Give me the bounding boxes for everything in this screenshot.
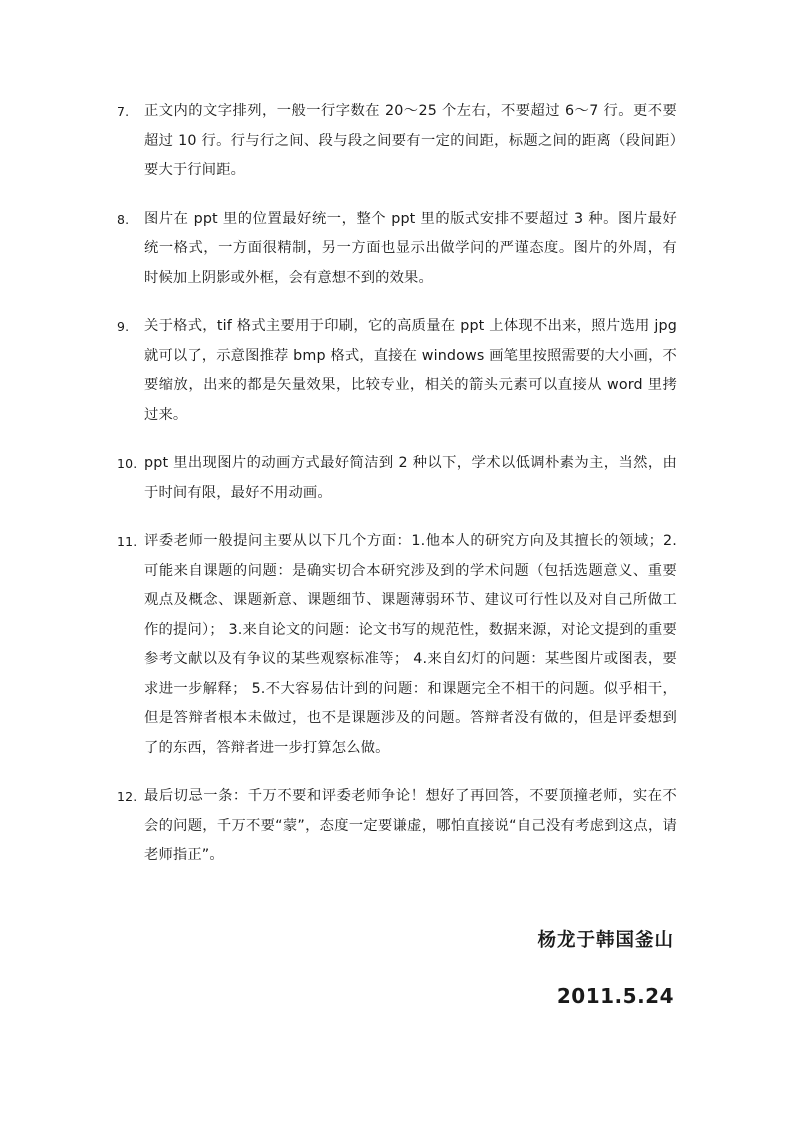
- list-item: [117, 527, 677, 763]
- item-text: 正文内的文字排列，一般一行字数在 20～25 个左右，不要超过 6～7 行。更不要超过 10 行。行与行之间、段与段之间要有一定的间距，标题之间的距离（段间距）要大于行间距。: [144, 103, 677, 178]
- list-item: [117, 449, 677, 508]
- list-item: [117, 97, 677, 186]
- item-text: 最后切忌一条：千万不要和评委老师争论！想好了再回答，不要顶撞老师，实在不会的问题，千万不要“蒙”，态度一定要谦虚，哪怕直接说“自己没有考虑到这点，请老师指正”。: [144, 788, 677, 863]
- item-number: 9.: [117, 319, 130, 334]
- document-date: 2011.5.24: [556, 984, 674, 1008]
- item-text: ppt 里出现图片的动画方式最好简洁到 2 种以下，学术以低调朴素为主，当然，由于时间有限，最好不用动画。: [144, 455, 677, 501]
- list-item: [117, 782, 677, 871]
- item-number: 11.: [117, 534, 138, 549]
- item-number: 12.: [117, 789, 138, 804]
- author-signature: 杨龙于韩国釜山: [537, 930, 674, 951]
- list-item: [117, 205, 677, 294]
- item-number: 10.: [117, 456, 138, 471]
- item-text: 关于格式，tif 格式主要用于印刷，它的高质量在 ppt 上体现不出来，照片选用 jpg 就可以了，示意图推荐 bmp 格式，直接在 windows 画笔里按照需要的大小画，不要缩放，出来的都是矢量效果，比较专业，相关的箭头元素可以直接从 word 里拷过来。: [144, 318, 678, 423]
- item-number: 7.: [117, 104, 130, 119]
- list-item: [117, 312, 677, 430]
- item-number: 8.: [117, 211, 130, 227]
- item-text: 评委老师一般提问主要从以下几个方面：1.他本人的研究方向及其擅长的领域；2.可能来自课题的问题：是确实切合本研究涉及到的学术问题（包括选题意义、重要观点及概念、课题新意、课题细节、课题薄弱环节、建议可行性以及对自己所做工作的提问）； 3.来自论文的问题：论文书写的规范性，数据来源，对论文提到的重要参考文献以及有争议的某些观察标准等； 4.来自幻灯的问题：某些图片或图表，要求进一步解释； 5.不大容易估计到的问题：和课题完全不相干的问题。似乎相干，但是答辩者根本未做过，也不是课题涉及的问题。答辩者没有做的，但是评委想到了的东西，答辩者进一步打算怎么做。: [144, 533, 677, 756]
- item-text: 图片在 ppt 里的位置最好统一，整个 ppt 里的版式安排不要超过 3 种。图片最好统一格式，一方面很精制，另一方面也显示出做学问的严谨态度。图片的外周，有时候加上阴影或外框，会有意想不到的效果。: [144, 210, 677, 286]
- numbered-list: [117, 97, 677, 890]
